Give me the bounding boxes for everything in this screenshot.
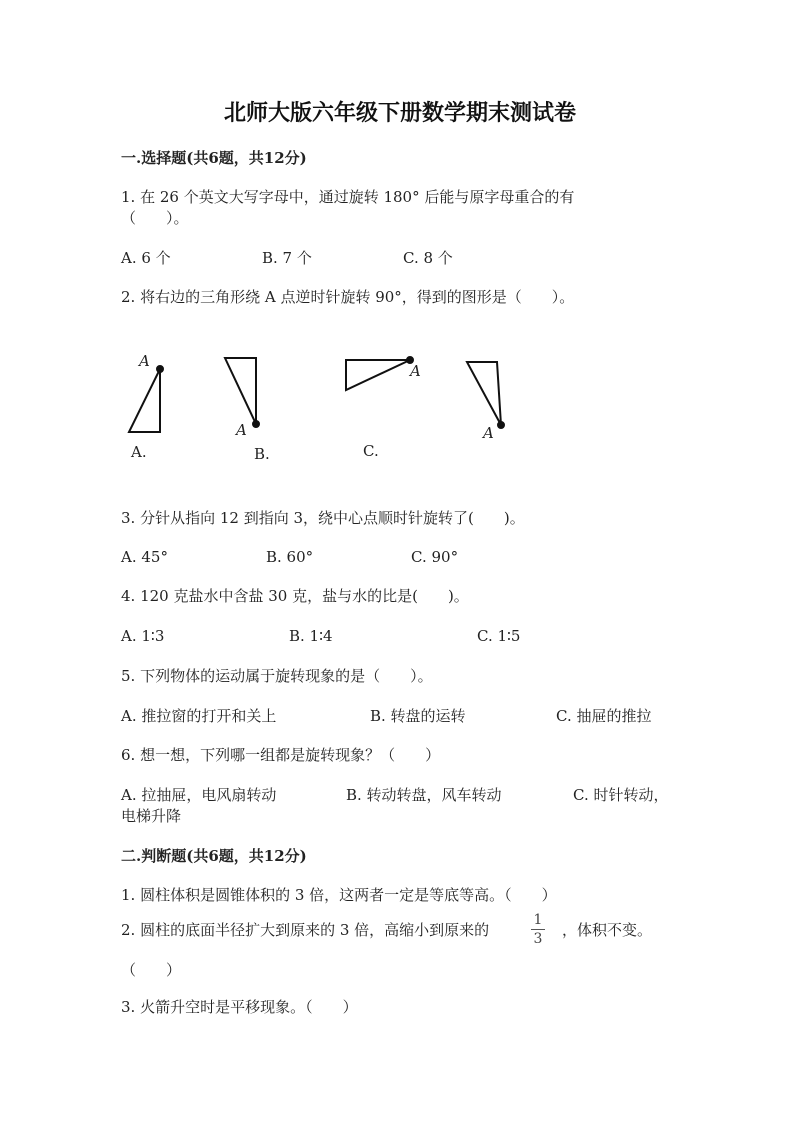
q1-text-line1: 1. 在 26 个英文大写字母中，通过旋转 180° 后能与原字母重合的有 (121, 188, 575, 206)
q1-text-line2: （ ）。 (121, 209, 189, 227)
q6-option-c[interactable]: C. 时针转动， (573, 786, 669, 804)
figure-b-point-label: A (236, 421, 247, 439)
fraction-one-third (528, 912, 548, 947)
figure-b[interactable] (225, 358, 259, 427)
q1-option-c[interactable]: C. 8 个 (403, 249, 453, 267)
figure-c[interactable] (346, 357, 413, 390)
q3-option-c[interactable]: C. 90° (411, 548, 459, 566)
judge-q1-text: 1. 圆柱体积是圆锥体积的 3 倍，这两者一定是等底等高。（ ） (121, 886, 557, 904)
figure-c-label: C. (363, 442, 379, 460)
q5-option-c[interactable]: C. 抽屉的推拉 (556, 707, 652, 725)
figure-a[interactable] (129, 366, 163, 432)
q3-text: 3. 分针从指向 12 到指向 3，绕中心点顺时针旋转了( )。 (121, 509, 525, 527)
q3-option-b[interactable]: B. 60° (266, 548, 314, 566)
section-heading-choice: 一.选择题(共6题，共12分) (121, 149, 307, 167)
q2-text: 2. 将右边的三角形绕 A 点逆时针旋转 90°，得到的图形是（ ）。 (121, 288, 575, 306)
q1-option-a[interactable]: A. 6 个 (121, 249, 171, 267)
fraction-denominator: 3 (533, 931, 543, 947)
judge-q2-tail: ，体积不变。 (562, 921, 653, 939)
q4-option-b[interactable]: B. 1∶4 (289, 627, 333, 645)
page-title: 北师大版六年级下册数学期末测试卷 (223, 100, 576, 126)
figure-a-point-label: A (139, 352, 150, 370)
fraction-bar (531, 929, 545, 930)
judge-q2-text: 2. 圆柱的底面半径扩大到原来的 3 倍，高缩小到原来的 (121, 921, 490, 939)
figure-c-point-label: A (410, 362, 421, 380)
q5-option-a[interactable]: A. 推拉窗的打开和关上 (121, 707, 277, 725)
judge-q3-text: 3. 火箭升空时是平移现象。（ ） (121, 998, 358, 1016)
q4-option-a[interactable]: A. 1∶3 (121, 627, 165, 645)
section-heading-judgement: 二.判断题(共6题，共12分) (121, 847, 307, 865)
q6-option-a[interactable]: A. 拉抽屉，电风扇转动 (121, 786, 277, 804)
q6-option-b[interactable]: B. 转动转盘，风车转动 (346, 786, 502, 804)
figure-d-point-label: A (483, 424, 494, 442)
figure-d[interactable] (467, 362, 504, 428)
q1-option-b[interactable]: B. 7 个 (262, 249, 312, 267)
figure-a-label: A. (131, 443, 147, 461)
q4-option-c[interactable]: C. 1∶5 (477, 627, 521, 645)
q6-option-c-continued: 电梯升降 (121, 807, 182, 825)
q3-option-a[interactable]: A. 45° (121, 548, 168, 566)
figure-b-label: B. (254, 445, 270, 463)
q5-text: 5. 下列物体的运动属于旋转现象的是（ ）。 (121, 667, 433, 685)
fraction-numerator: 1 (533, 912, 543, 928)
judge-q2-paren: （ ） (121, 961, 182, 979)
q4-text: 4. 120 克盐水中含盐 30 克，盐与水的比是( )。 (121, 587, 469, 605)
q6-text: 6. 想一想，下列哪一组都是旋转现象？（ ） (121, 746, 441, 764)
q5-option-b[interactable]: B. 转盘的运转 (370, 707, 466, 725)
